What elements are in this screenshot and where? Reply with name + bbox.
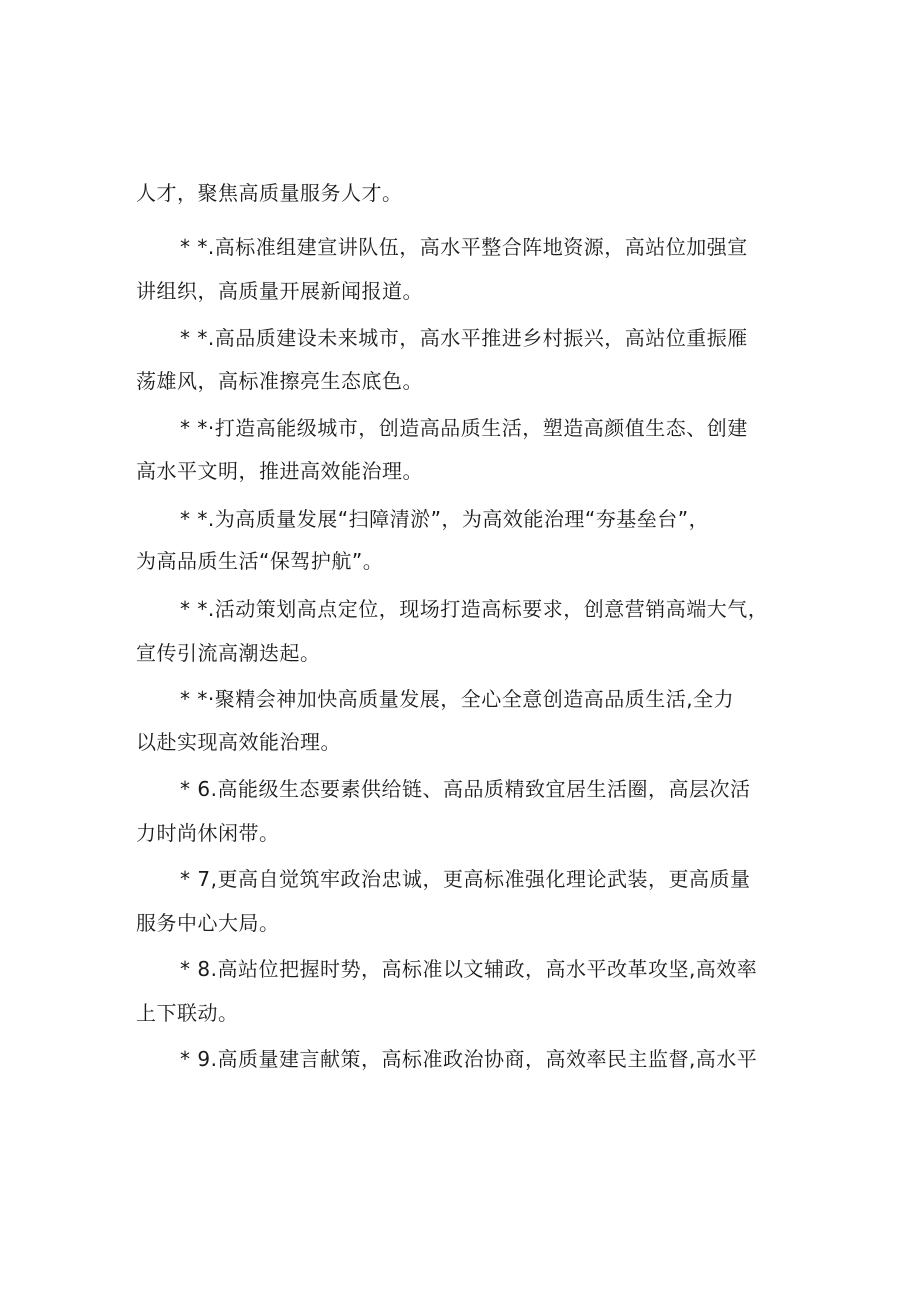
text-line-3: 讲组织，高质量开展新闻报道。 bbox=[136, 279, 423, 303]
text-line-5: 荡雄风，高标准擦亮生态底色。 bbox=[136, 369, 423, 393]
text-line-6: * *·打造高能级城市，创造高品质生活，塑造高颜值生态、创建 bbox=[180, 416, 748, 440]
text-line-9: 为高品质生活“保驾护航”。 bbox=[136, 549, 384, 573]
text-line-20: * 9.高质量建言献策，高标准政治协商，高效率民主监督,高水平 bbox=[180, 1047, 758, 1071]
text-line-16: * 7,更高自觉筑牢政治忠诚，更高标准强化理论武装，更高质量 bbox=[180, 867, 751, 891]
text-line-8: * *.为高质量发展“扫障清淤”，为高效能治理“夯基垒台”， bbox=[180, 507, 710, 531]
text-line-13: 以赴实现高效能治理。 bbox=[136, 730, 341, 754]
text-line-7: 高水平文明，推进高效能治理。 bbox=[136, 459, 423, 483]
text-line-19: 上下联动。 bbox=[136, 1001, 239, 1025]
text-line-17: 服务中心大局。 bbox=[136, 911, 280, 935]
text-line-18: * 8.高站位把握时势，高标准以文辅政，高水平改革攻坚,高效率 bbox=[180, 957, 758, 981]
text-line-1: 人才，聚焦高质量服务人才。 bbox=[136, 181, 403, 205]
text-line-12: * *·聚精会神加快高质量发展，全心全意创造高品质生活,全力 bbox=[180, 687, 735, 711]
text-line-2: * *.高标准组建宣讲队伍，高水平整合阵地资源，高站位加强宣 bbox=[180, 235, 748, 259]
text-line-11: 宣传引流高潮迭起。 bbox=[136, 641, 321, 665]
text-line-4: * *.高品质建设未来城市，高水平推进乡村振兴，高站位重振雁 bbox=[180, 326, 748, 350]
text-line-10: * *.活动策划高点定位，现场打造高标要求，创意营销高端大气， bbox=[180, 597, 769, 621]
text-line-15: 力时尚休闲带。 bbox=[136, 821, 280, 845]
text-line-14: * 6.高能级生态要素供给链、高品质精致宜居生活圈，高层次活 bbox=[180, 777, 751, 801]
